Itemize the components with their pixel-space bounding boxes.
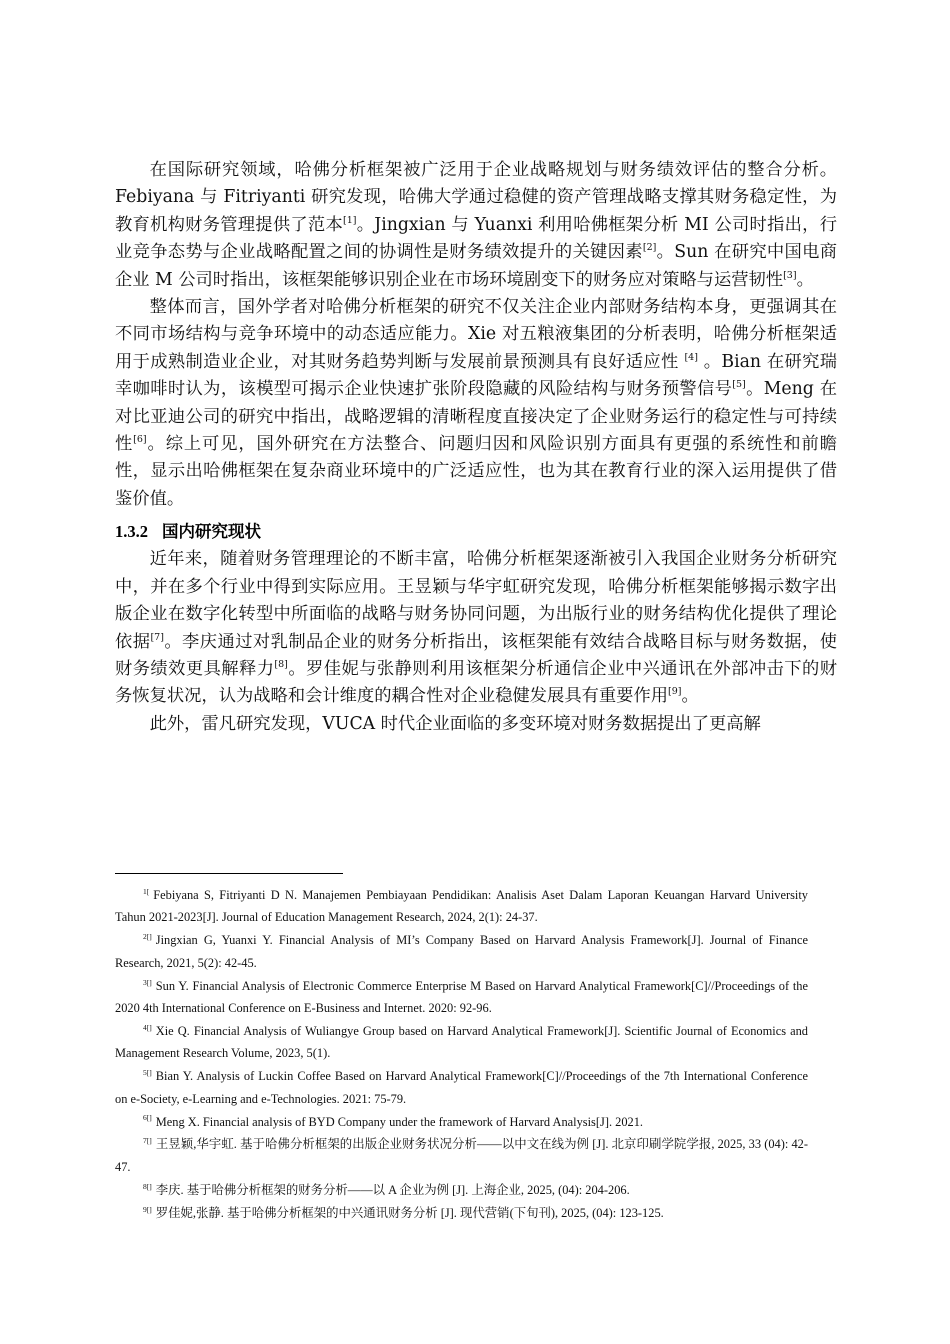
footnote-item (115, 1133, 808, 1178)
footnote-item (115, 929, 808, 974)
footnote-marker: 3[] (143, 977, 152, 987)
footnote-text: 罗佳妮,张静. 基于哈佛分析框架的中兴通讯财务分析 [J]. 现代营销(下旬刊), 2025, (04): 123-125. (155, 1205, 664, 1220)
paragraph (115, 294, 837, 513)
paragraph-text: 。 (681, 686, 699, 707)
citation-marker: [9] (668, 686, 682, 698)
paragraph-text: 。Bian 在研究瑞幸咖啡时认为，该模型可揭示企业快速扩张阶段隐藏的风险结构与财务预警信号 (115, 351, 837, 400)
citation-marker: [5] (732, 379, 746, 391)
footnote-text: Xie Q. Financial Analysis of Wuliangye Group based on Harvard Analytical Framework[J]. Scientific Journal of Economics and Management Research Volume, 2023, 5(1). (115, 1023, 808, 1061)
citation-marker: [4] (684, 352, 698, 364)
footnote-text: Meng X. Financial analysis of BYD Company under the framework of Harvard Analysis[J]. 2021. (155, 1114, 644, 1129)
footnote-text: 李庆. 基于哈佛分析框架的财务分析——以 A 企业为例 [J]. 上海企业, 2025, (04): 204-206. (155, 1182, 630, 1197)
footnote-text: Febiyana S, Fitriyanti D N. Manajemen Pembiayaan Pendidikan: Analisis Aset Dalam Laporan Keuangan Harvard University Tahun 2021-2023[J]. Journal of Education Management Research, 2024, 2(1): 24-37. (115, 888, 808, 925)
paragraph-text: 。Jingxian 与 Yuanxi 利用哈佛框架分析 MI 公司时指出，行业竞争态势与企业战略配置之间的协调性是财务绩效提升的关键因素 (115, 214, 837, 263)
citation-marker: [2] (642, 242, 657, 254)
citation-marker: [1] (343, 215, 357, 227)
section-heading (115, 519, 837, 545)
paragraph (115, 157, 837, 294)
paragraph-text: 。综上可见，国外研究在方法整合、问题归因和风险识别方面具有更强的系统性和前瞻性，显示出哈佛框架在复杂商业环境中的广泛适应性，也为其在教育行业的深入运用提供了借鉴价值。 (115, 434, 837, 509)
footnote-item (115, 1065, 808, 1110)
footnote-item (115, 975, 808, 1020)
footnote-marker: 7[] (143, 1136, 152, 1146)
paragraph-text: 。李庆通过对乳制品企业的财务分析指出，该框架能有效结合战略目标与财务数据，使财务绩效更具解释力 (115, 631, 837, 679)
footnote-text: Bian Y. Analysis of Luckin Coffee Based on Harvard Analytical Framework[C]//Proceedings of the 7th International Conference on e-Society, e-Learning and e-Technologies. 2021: 75-79. (115, 1069, 808, 1106)
paragraph-text: 。Sun 在研究中国电商企业 M 公司时指出，该框架能够识别企业在市场环境剧变下的财务应对策略与运营韧性 (115, 242, 837, 290)
footnote-text: Jingxian G, Yuanxi Y. Financial Analysis of MI’s Company Based on Harvard Analysis Framework[J]. Journal of Finance Research, 2021, 5(2): 42-45. (115, 933, 808, 970)
paragraph-text: 。 (796, 269, 814, 290)
footnote-item (115, 1020, 808, 1065)
footnote-text: Sun Y. Financial Analysis of Electronic Commerce Enterprise M Based on Harvard Analytical Framework[C]//Proceedings of the 2020 4th International Conference on E-Business and Internet. 2020: 92-96. (115, 978, 808, 1016)
footnote-marker: 1[ (143, 886, 150, 896)
paragraph-text: 此外，雷凡研究发现，VUCA 时代企业面临的多变环境对财务数据提出了更高解 (149, 713, 761, 734)
paragraph-text: 整体而言，国外学者对哈佛分析框架的研究不仅关注企业内部财务结构本身，更强调其在不同市场结构与竞争环境中的动态适应能力。Xie 对五粮液集团的分析表明，哈佛分析框架适用于成熟制造业企业，对其财务趋势判断与发展前景预测具有良好适应性 (115, 297, 837, 372)
footnote-marker: 9[] (143, 1204, 152, 1214)
footnotes (115, 884, 808, 1225)
footnote-item (115, 884, 808, 929)
citation-marker: [6] (133, 434, 147, 446)
paragraph-text: 。Meng 在对比亚迪公司的研究中指出，战略逻辑的清晰程度直接决定了企业财务运行的稳定性与可持续性 (115, 379, 837, 455)
body-text (115, 157, 837, 738)
footnote-item (115, 1111, 808, 1133)
paragraph-text: 。罗佳妮与张静则利用该框架分析通信企业中兴通讯在外部冲击下的财务恢复状况，认为战略和会计维度的耦合性对企业稳健发展具有重要作用 (115, 658, 837, 707)
footnote-marker: 4[] (143, 1022, 152, 1032)
domestic-research-section (115, 546, 837, 738)
paragraph-text: 在国际研究领域，哈佛分析框架被广泛用于企业战略规划与财务绩效评估的整合分析。Febiyana 与 Fitriyanti 研究发现，哈佛大学通过稳健的资产管理战略支撑其财务稳定性，为教育机构财务管理提供了范本 (115, 160, 837, 235)
paragraph-text: 近年来，随着财务管理理论的不断丰富，哈佛分析框架逐渐被引入我国企业财务分析研究中，并在多个行业中得到实际应用。王昱颖与华宇虹研究发现，哈佛分析框架能够揭示数字出版企业在数字化转型中所面临的战略与财务协同问题，为出版行业的财务结构优化提供了理论依据 (115, 549, 837, 652)
footnote-marker: 2[] (143, 932, 152, 942)
footnote-item (115, 1202, 808, 1224)
section-number: 1.3.2 (115, 522, 148, 542)
footnote-text: 王昱颖,华宇虹. 基于哈佛分析框架的出版企业财务状况分析——以中文在线为例 [J]. 北京印刷学院学报, 2025, 33 (04): 42-47. (115, 1137, 808, 1174)
citation-marker: [7] (150, 631, 164, 643)
section-title: 国内研究现状 (162, 522, 261, 542)
footnote-item (115, 1179, 808, 1201)
international-research-section (115, 157, 837, 513)
paragraph (115, 546, 837, 710)
footnote-marker: 6[] (143, 1113, 152, 1123)
citation-marker: [8] (274, 659, 288, 671)
footnote-separator (115, 873, 343, 874)
footnote-marker: 8[] (143, 1181, 152, 1191)
paragraph (115, 711, 837, 738)
citation-marker: [3] (783, 269, 797, 281)
footnote-marker: 5[] (143, 1068, 152, 1078)
